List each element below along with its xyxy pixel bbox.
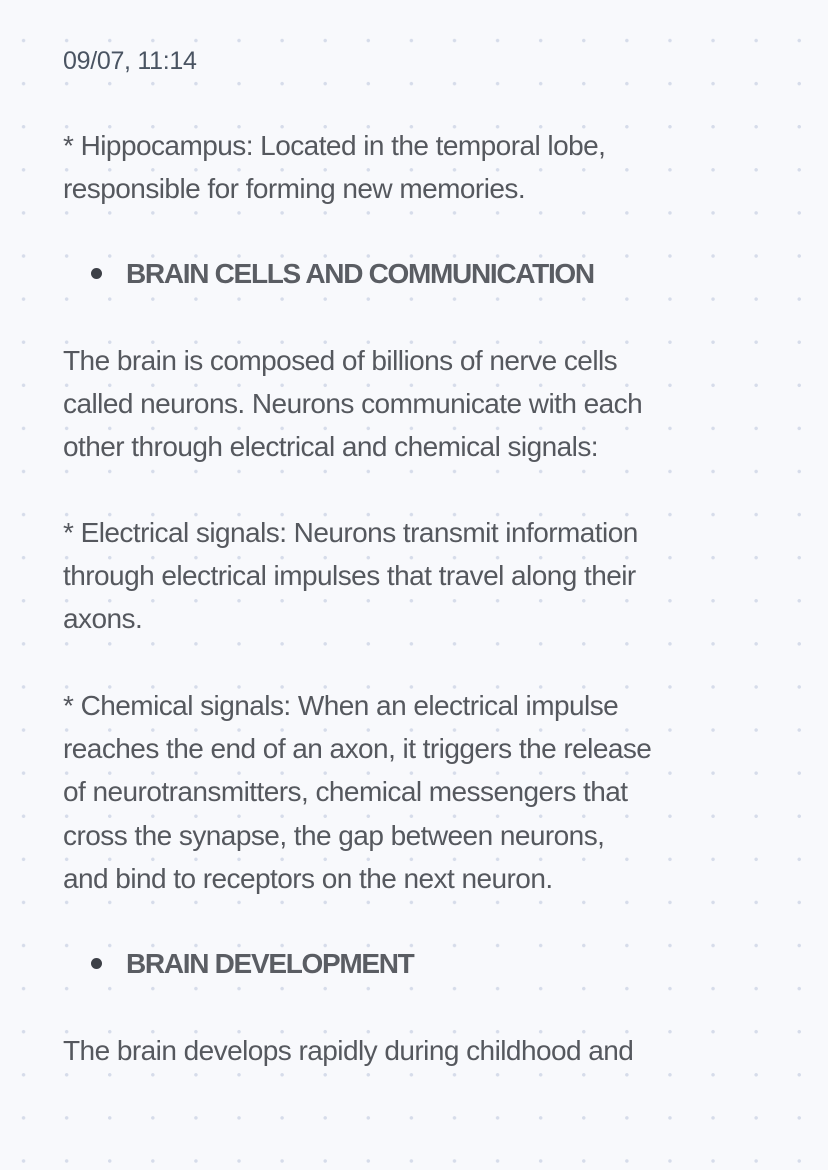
note-timestamp: 09/07, 11:14 bbox=[63, 47, 197, 75]
paragraph-neurons[interactable] bbox=[63, 339, 642, 469]
text-line: * Hippocampus: Located in the temporal lobe, bbox=[63, 130, 606, 161]
text-line: axons. bbox=[63, 603, 143, 635]
paragraph-development[interactable] bbox=[63, 1029, 633, 1072]
text-line: * Chemical signals: When an electrical impulse bbox=[63, 690, 619, 721]
text-line: The brain is composed of billions of nerve cells bbox=[63, 345, 618, 376]
text-line: The brain develops rapidly during childhood and bbox=[63, 1035, 634, 1066]
text-line: called neurons. Neurons communicate with each bbox=[63, 388, 643, 420]
text-line: * Electrical signals: Neurons transmit information bbox=[63, 517, 638, 548]
bullet-icon bbox=[91, 958, 102, 969]
paragraph-chemical-signals[interactable] bbox=[63, 684, 651, 900]
text-line: other through electrical and chemical signals: bbox=[63, 431, 599, 463]
text-line: reaches the end of an axon, it triggers the release bbox=[63, 733, 652, 765]
text-line: through electrical impulses that travel along their bbox=[63, 560, 636, 592]
text-line: responsible for forming new memories. bbox=[63, 173, 526, 205]
heading-text: BRAIN CELLS AND COMMUNICATION bbox=[126, 258, 594, 289]
heading-text: BRAIN DEVELOPMENT bbox=[126, 948, 414, 979]
bullet-icon bbox=[91, 268, 102, 279]
text-line: and bind to receptors on the next neuron. bbox=[63, 862, 553, 894]
paragraph-electrical-signals[interactable] bbox=[63, 511, 638, 641]
text-line: cross the synapse, the gap between neurons, bbox=[63, 819, 605, 851]
paragraph-hippocampus[interactable] bbox=[63, 124, 605, 210]
text-line: of neurotransmitters, chemical messengers that bbox=[63, 776, 628, 808]
